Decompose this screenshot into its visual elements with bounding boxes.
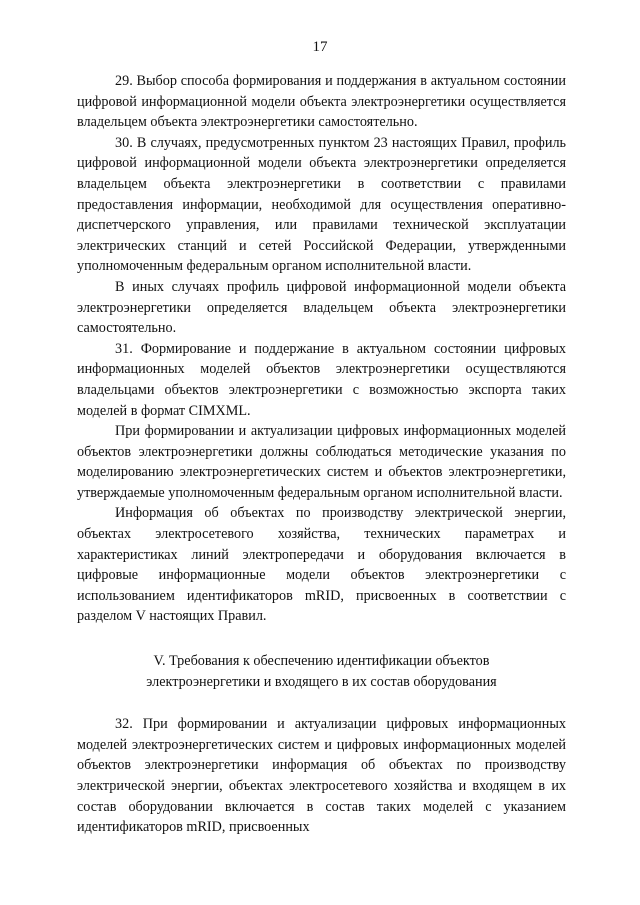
document-body <box>77 71 566 838</box>
paragraph-31: 31. Формирование и поддержание в актуальном состоянии цифровых информационных моделей объектов электроэнергетики осуществляются владельцами объектов электроэнергетики с возможностью экспорта таких моделей в формат CIMXML. <box>77 340 566 419</box>
paragraph-32: 32. При формировании и актуализации цифровых информационных моделей электроэнергетических систем и цифровых информационных моделей объектов электроэнергетики информация об объектах по производству электрической энергии, объектах электросетевого хозяйства и входящем в их состав оборудовании включается в состав таких моделей с указанием идентификаторов mRID, присвоенных <box>77 716 566 836</box>
paragraph-29: 29. Выбор способа формирования и поддержания в актуальном состоянии цифровой информационной модели объекта электроэнергетики осуществляется владельцем объекта электроэнергетики самостоятельно. <box>77 73 566 131</box>
paragraph-31-information: Информация об объектах по производству электрической энергии, объектах электросетевого хозяйства, технических параметрах и характеристиках линий электропередачи и оборудования включается в цифровые информационные модели объектов электроэнергетики с использованием идентификаторов mRID, присвоенных в соответствии с разделом V настоящих Правил. <box>77 505 566 625</box>
paragraph-30: 30. В случаях, предусмотренных пунктом 23 настоящих Правил, профиль цифровой информационной модели объекта электроэнергетики определяется владельцем объекта электроэнергетики в соответствии с правилами предоставления информации, необходимой для осуществления оперативно-диспетчерского управления, или правилами технической эксплуатации электрических станций и сетей Российской Федерации, утвержденными уполномоченным федеральным органом исполнительной власти. <box>77 134 566 275</box>
section-heading <box>77 651 566 692</box>
section-heading-line-1: V. Требования к обеспечению идентификации объектов <box>153 653 490 670</box>
paragraph-30-continued: В иных случаях профиль цифровой информационной модели объекта электроэнергетики определяется владельцем объекта электроэнергетики самостоятельно. <box>77 278 566 337</box>
paragraph-31-methodology: При формировании и актуализации цифровых информационных моделей объектов электроэнергетики должны соблюдаться методические указания по моделированию электроэнергетических систем и объектов электроэнергетики, утверждаемые уполномоченным федеральным органом исполнительной власти. <box>77 423 566 501</box>
section-heading-line-2: электроэнергетики и входящего в их состав оборудования <box>146 673 497 690</box>
page-number: 17 <box>312 39 328 55</box>
